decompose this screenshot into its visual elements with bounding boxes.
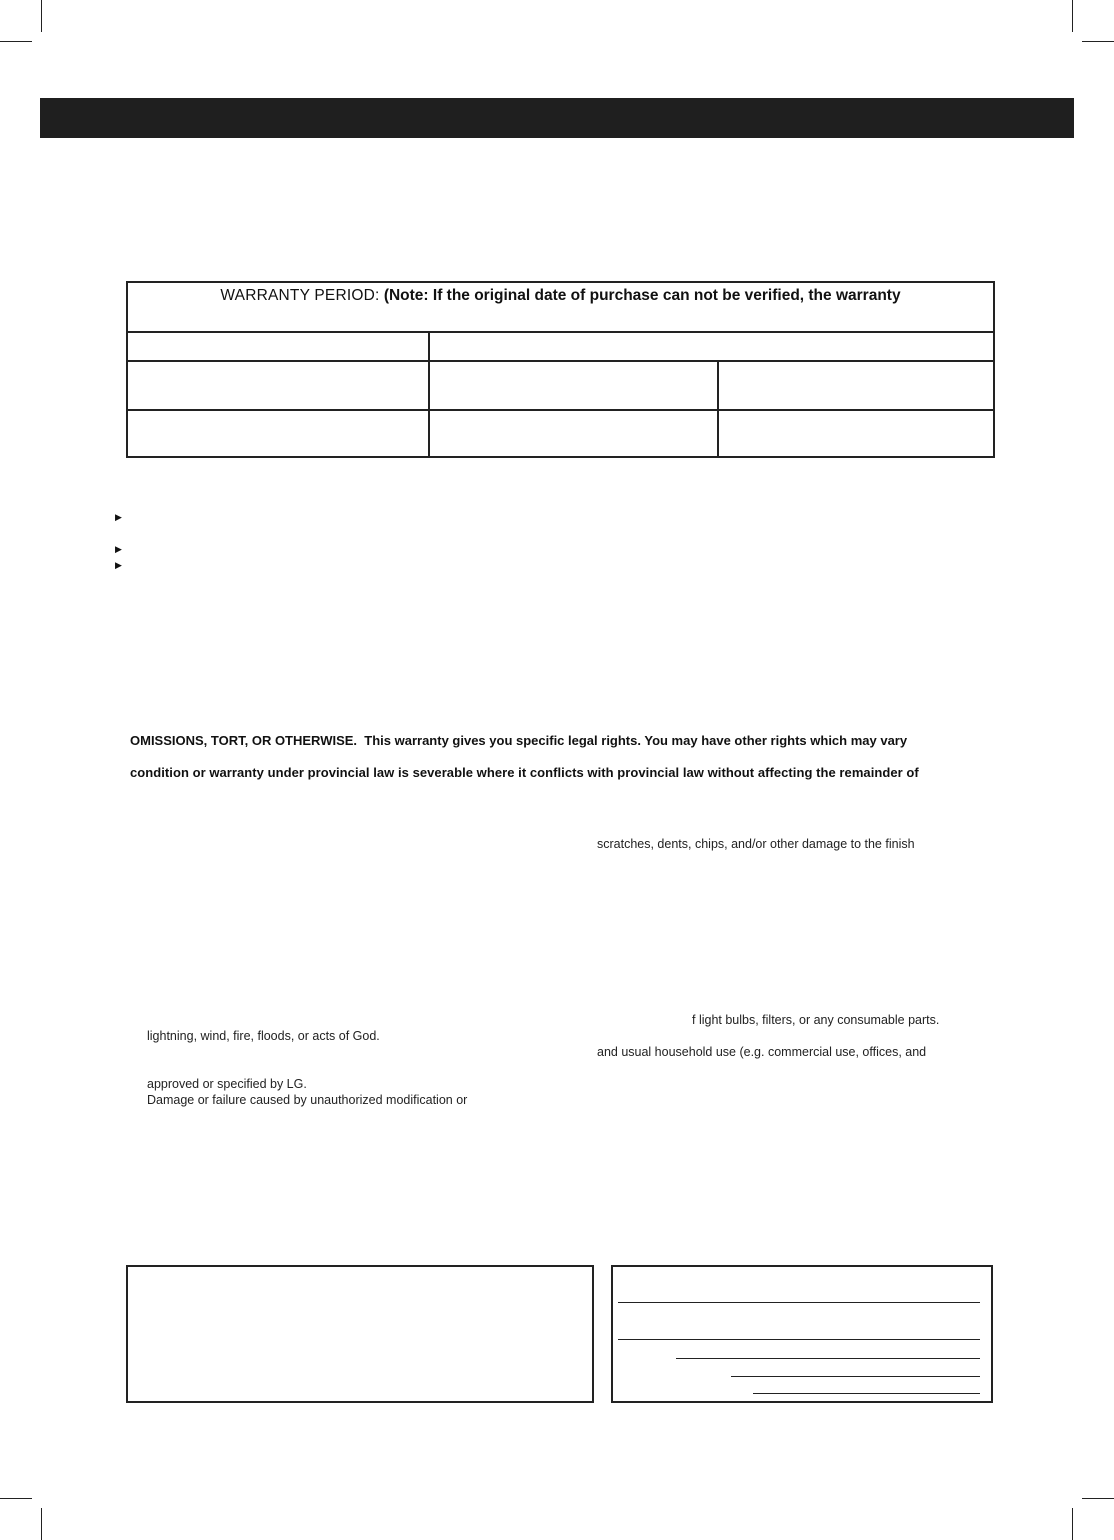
bullet-icon: ▶ — [115, 544, 122, 554]
crop-mark — [41, 0, 42, 32]
exclusion-text: f light bulbs, filters, or any consumable parts. — [692, 1013, 940, 1027]
legal-line-1 — [130, 733, 907, 748]
legal-line-1-rest: This warranty gives you specific legal rights. You may have other rights which may vary — [364, 733, 908, 748]
exclusion-text: and usual household use (e.g. commercial use, offices, and — [597, 1045, 927, 1059]
fill-in-line[interactable] — [618, 1302, 980, 1303]
table-row-divider — [128, 409, 993, 411]
exclusion-text: scratches, dents, chips, and/or other damage to the finish — [597, 837, 915, 851]
crop-mark — [1072, 0, 1073, 32]
legal-line-2: condition or warranty under provincial law is severable where it conflicts with provincial law without affecting the remainder of — [130, 765, 919, 780]
table-column-divider — [717, 360, 719, 458]
crop-mark — [1082, 1498, 1114, 1499]
bullet-icon: ▶ — [115, 512, 122, 522]
section-header-bar — [40, 98, 1074, 138]
crop-mark — [1072, 1508, 1073, 1540]
warranty-period-note: (Note: If the original date of purchase can not be verified, the warranty — [383, 287, 901, 304]
table-row-divider — [128, 360, 993, 362]
fill-in-line[interactable] — [618, 1339, 980, 1340]
crop-mark — [0, 1498, 32, 1499]
fill-in-line[interactable] — [731, 1376, 980, 1377]
warranty-period-label: WARRANTY PERIOD: — [220, 287, 380, 304]
bullet-icon: ▶ — [115, 560, 122, 570]
crop-mark — [1082, 41, 1114, 42]
warranty-period-heading — [128, 283, 993, 333]
crop-mark — [0, 41, 32, 42]
fill-in-line[interactable] — [753, 1393, 980, 1394]
warranty-period-table — [126, 281, 995, 458]
table-column-divider — [428, 331, 430, 458]
crop-mark — [41, 1508, 42, 1540]
exclusion-text: approved or specified by LG. — [147, 1077, 307, 1091]
legal-line-1-caps: OMISSIONS, TORT, OR OTHERWISE. — [130, 733, 358, 748]
fill-in-line[interactable] — [676, 1358, 980, 1359]
purchase-record-box — [611, 1265, 993, 1403]
contact-info-box — [126, 1265, 594, 1403]
exclusion-text: lightning, wind, fire, floods, or acts of God. — [147, 1029, 380, 1043]
exclusion-text: Damage or failure caused by unauthorized modification or — [147, 1093, 468, 1107]
